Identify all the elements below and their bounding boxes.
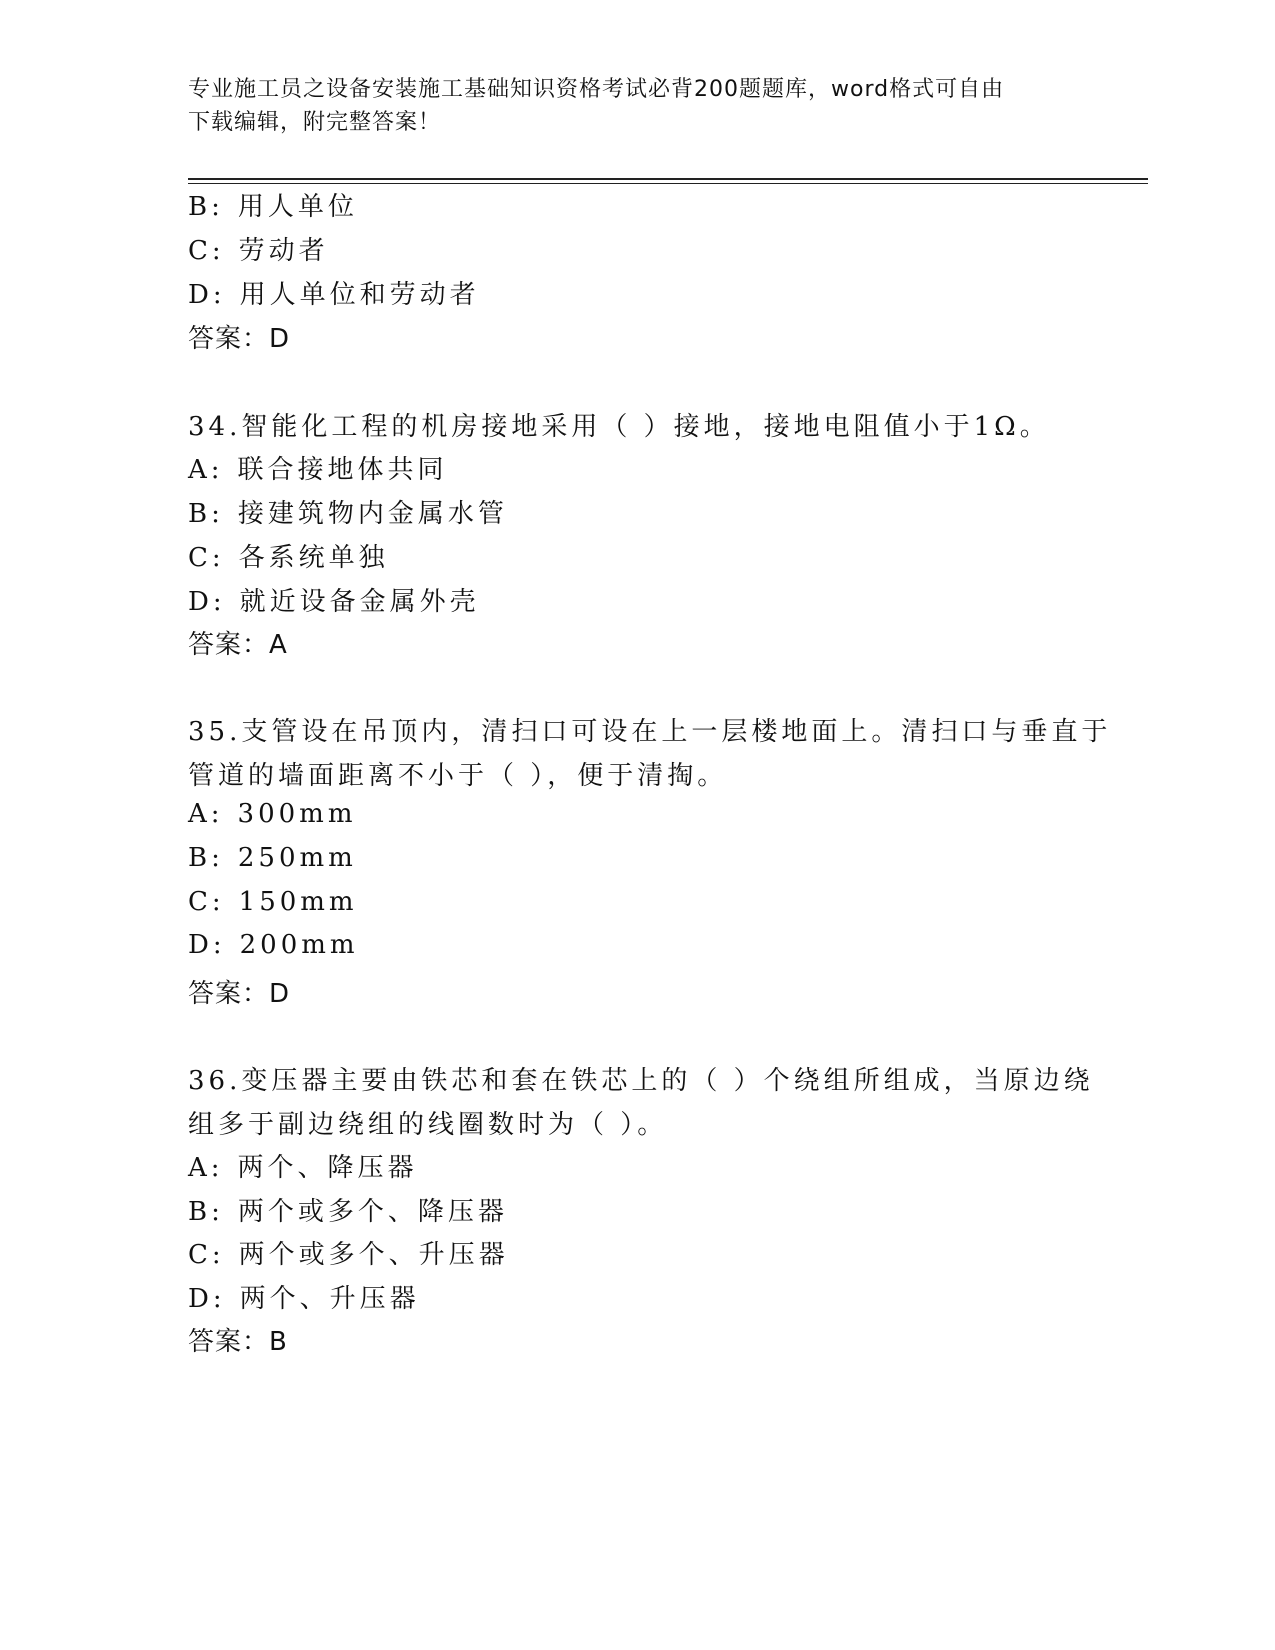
q35-option-c [188, 887, 358, 917]
q35-option-d [188, 930, 359, 960]
header-divider-thick [188, 178, 1148, 180]
q33-answer: 答案：D [188, 324, 291, 354]
option-text: 用人单位 [237, 192, 358, 222]
option-text: 接建筑物内金属水管 [237, 499, 508, 529]
q34-answer: 答案：A [188, 630, 288, 660]
header-line-2: 下载编辑，附完整答案！ [188, 110, 442, 135]
option-text: 用人单位和劳动者 [239, 280, 480, 310]
option-key: B: [188, 1197, 224, 1227]
option-text: 两个、升压器 [239, 1284, 420, 1314]
option-key: A: [188, 455, 224, 485]
document-header [188, 73, 1088, 139]
option-key: D: [188, 587, 226, 617]
option-text: 200mm [239, 930, 359, 960]
q34-option-b [188, 493, 508, 530]
option-key: A: [188, 799, 224, 829]
q35-answer: 答案：D [188, 979, 291, 1009]
option-key: D: [188, 1284, 226, 1314]
option-key: B: [188, 499, 224, 529]
q36-question-line-1: 36.变压器主要由铁芯和套在铁芯上的（ ）个绕组所组成，当原边绕 [188, 1066, 1094, 1096]
q36-option-a [188, 1147, 418, 1184]
option-text: 各系统单独 [238, 543, 389, 573]
option-text: 两个或多个、升压器 [238, 1240, 509, 1270]
q35-option-b [188, 843, 357, 873]
q36-question-line-2: 组多于副边绕组的线圈数时为（ ）。 [188, 1110, 668, 1140]
q35-question-line-2: 管道的墙面距离不小于（ ），便于清掏。 [188, 761, 728, 791]
option-key: B: [188, 192, 224, 222]
q33-option-c [188, 230, 329, 267]
option-text: 劳动者 [238, 236, 329, 266]
option-text: 150mm [238, 887, 358, 917]
option-text: 250mm [237, 843, 357, 873]
q36-option-c [188, 1234, 509, 1271]
option-key: C: [188, 887, 225, 917]
option-key: C: [188, 1240, 225, 1270]
option-key: B: [188, 843, 224, 873]
option-text: 联合接地体共同 [237, 455, 448, 485]
option-text: 300mm [237, 799, 357, 829]
option-text: 两个或多个、降压器 [237, 1197, 508, 1227]
q35-option-a [188, 799, 356, 829]
option-key: C: [188, 236, 225, 266]
option-text: 两个、降压器 [237, 1153, 418, 1183]
q34-option-d [188, 581, 480, 618]
q33-option-b [188, 186, 358, 223]
q34-question: 34.智能化工程的机房接地采用（ ）接地，接地电阻值小于1Ω。 [188, 412, 1050, 442]
option-key: C: [188, 543, 225, 573]
q35-question-line-1: 35.支管设在吊顶内，清扫口可设在上一层楼地面上。清扫口与垂直于 [188, 717, 1112, 747]
option-key: D: [188, 280, 226, 310]
header-divider-thin [188, 183, 1148, 184]
header-line-1: 专业施工员之设备安装施工基础知识资格考试必背200题题库，word格式可自由 [188, 77, 1005, 102]
q33-option-d [188, 274, 480, 311]
q36-answer: 答案：B [188, 1327, 288, 1357]
option-key: D: [188, 930, 226, 960]
q36-option-b [188, 1191, 508, 1228]
q34-option-a [188, 449, 448, 486]
q34-option-c [188, 537, 389, 574]
q36-option-d [188, 1278, 420, 1315]
option-key: A: [188, 1153, 224, 1183]
option-text: 就近设备金属外壳 [239, 587, 480, 617]
